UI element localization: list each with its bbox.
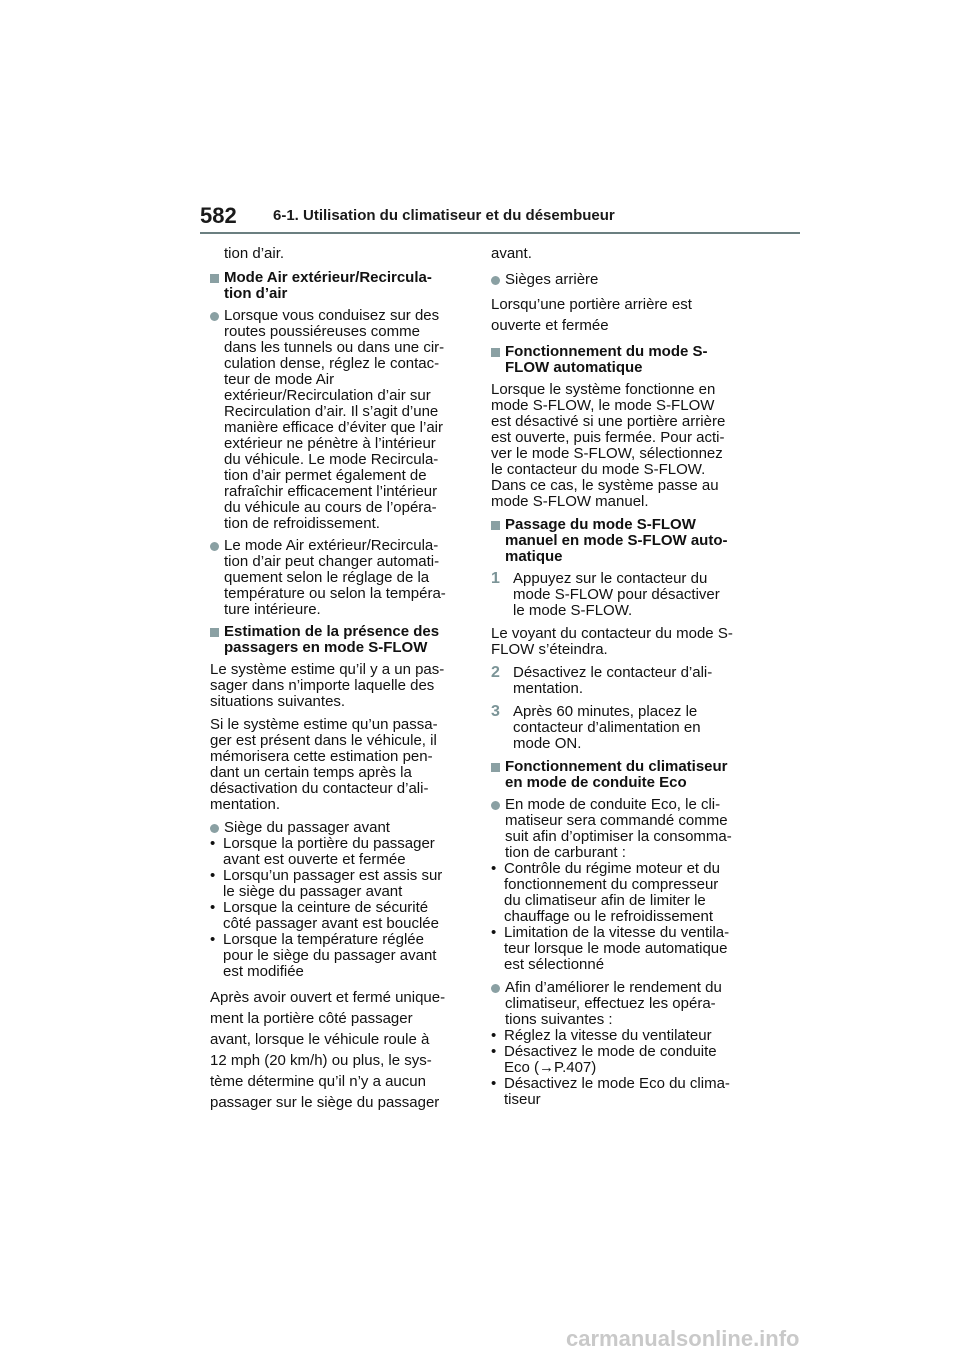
paragraph: Après avoir ouvert et fermé unique- ment la portière côté passager avant, lorsque le véhicule roule à 12 mph (20 km/h) ou plus, le sys- tème détermine qu’il n’y a aucun passager sur le siège du passager: [210, 989, 446, 1111]
round-bullet-icon: [210, 312, 219, 321]
step-number: 1: [491, 570, 500, 587]
heading-auto-sflow: Fonctionnement du mode S- FLOW automatique: [491, 344, 749, 376]
step-number: 3: [491, 703, 500, 720]
square-bullet-icon: [491, 763, 500, 772]
paragraph: Lorsqu’une portière arrière est ouverte et fermée: [491, 296, 692, 334]
round-bullet-icon: [491, 984, 500, 993]
heading-eco-mode: Fonctionnement du climatiseur en mode de conduite Eco: [491, 759, 749, 791]
step-number: 2: [491, 664, 500, 681]
section-title: 6-1. Utilisation du climatiseur et du désembueur: [273, 207, 615, 224]
round-bullet-icon: [491, 276, 500, 285]
bullet-item: En mode de conduite Eco, le cli- matiseur sera commandé comme suit afin d’optimiser la consomma- tion de carburant :: [491, 797, 749, 861]
watermark: carmanualsonline.info: [566, 1326, 800, 1351]
sub-list-item: • Limitation de la vitesse du ventila- teur lorsque le mode automatique est sélectionné: [491, 925, 749, 973]
sub-list-item: • Désactivez le mode Eco du clima- tiseur: [491, 1076, 749, 1108]
sub-list-item: • Lorsque la ceinture de sécurité côté passager avant est bouclée: [210, 900, 468, 932]
continuation-text: tion d’air.: [224, 245, 285, 262]
square-bullet-icon: [491, 348, 500, 357]
paragraph: Le système estime qu’il y a un pas- sager dans n’importe laquelle des situations suivantes.: [210, 661, 445, 710]
paragraph: Le voyant du contacteur du mode S- FLOW s’éteindra.: [491, 625, 733, 658]
sub-list-item: • Lorsque la portière du passager avant est ouverte et fermée: [210, 836, 468, 868]
square-bullet-icon: [491, 521, 500, 530]
bullet-item: Lorsque vous conduisez sur des routes poussiéreuses comme dans les tunnels ou dans une cir- culation dense, réglez le contac- teur de mode Air extérieur/Recirculation d’air sur Recirculation d’air. Il s’agit d’une manière efficace d’éviter que l’air extérieur ne pénètre à l’intérieur du véhicule. Le mode Recircula- tion d’air permet également de rafraîchir efficacement l’intérieur du véhicule au cours de l’opéra- tion de refroidissement.: [210, 308, 468, 532]
heading-manual-to-auto: Passage du mode S-FLOW manuel en mode S-FLOW auto- matique: [491, 517, 749, 565]
left-column: [210, 243, 468, 1113]
heading-air-mode: Mode Air extérieur/Recircula- tion d’air: [210, 270, 468, 302]
round-bullet-icon: [210, 824, 219, 833]
square-bullet-icon: [210, 274, 219, 283]
right-column: [491, 243, 749, 1115]
page-number: 582: [200, 203, 237, 228]
sub-list-item: • Contrôle du régime moteur et du fonctionnement du compresseur du climatiseur afin de limiter le chauffage ou le refroidissement: [491, 861, 749, 925]
bullet-item: Afin d’améliorer le rendement du climatiseur, effectuez les opéra- tions suivantes :: [491, 980, 749, 1028]
paragraph: Si le système estime qu’un passa- ger est présent dans le véhicule, il mémorisera cette estimation pen- dant un certain temps après la désactivation du contacteur d’ali- mentation.: [210, 716, 438, 813]
round-bullet-icon: [210, 542, 219, 551]
sub-list: [491, 1028, 749, 1108]
sub-list: [210, 836, 468, 980]
sub-list-item: • Réglez la vitesse du ventilateur: [491, 1028, 749, 1044]
bullet-item: Siège du passager avant: [210, 820, 468, 836]
round-bullet-icon: [491, 801, 500, 810]
bullet-item: Le mode Air extérieur/Recircula- tion d’air peut changer automati- quement selon le réglage de la température ou selon la tempéra- ture intérieure.: [210, 538, 468, 618]
sub-list-item: • Désactivez le mode de conduite Eco (→P.407): [491, 1044, 749, 1076]
header-rule: [200, 232, 800, 234]
step-item: 3 Après 60 minutes, placez le contacteur d’alimentation en mode ON.: [491, 703, 701, 752]
bullet-item: Sièges arrière: [491, 272, 749, 288]
sub-list: [491, 861, 749, 973]
paragraph: Lorsque le système fonctionne en mode S-FLOW, le mode S-FLOW est désactivé si une portière arrière est ouverte, puis fermée. Pour acti- ver le mode S-FLOW, sélectionnez le contacteur du mode S-FLOW. Dans ce cas, le système passe au mode S-FLOW manuel.: [491, 381, 726, 510]
heading-passenger-estimation: Estimation de la présence des passagers en mode S-FLOW: [210, 624, 468, 656]
step-item: 1 Appuyez sur le contacteur du mode S-FLOW pour désactiver le mode S-FLOW.: [491, 570, 720, 619]
continuation-text: avant.: [491, 245, 532, 262]
step-item: 2 Désactivez le contacteur d’ali- mentation.: [491, 664, 713, 697]
sub-list-item: • Lorsque la température réglée pour le siège du passager avant est modifiée: [210, 932, 468, 980]
sub-list-item: • Lorsqu’un passager est assis sur le siège du passager avant: [210, 868, 468, 900]
square-bullet-icon: [210, 628, 219, 637]
